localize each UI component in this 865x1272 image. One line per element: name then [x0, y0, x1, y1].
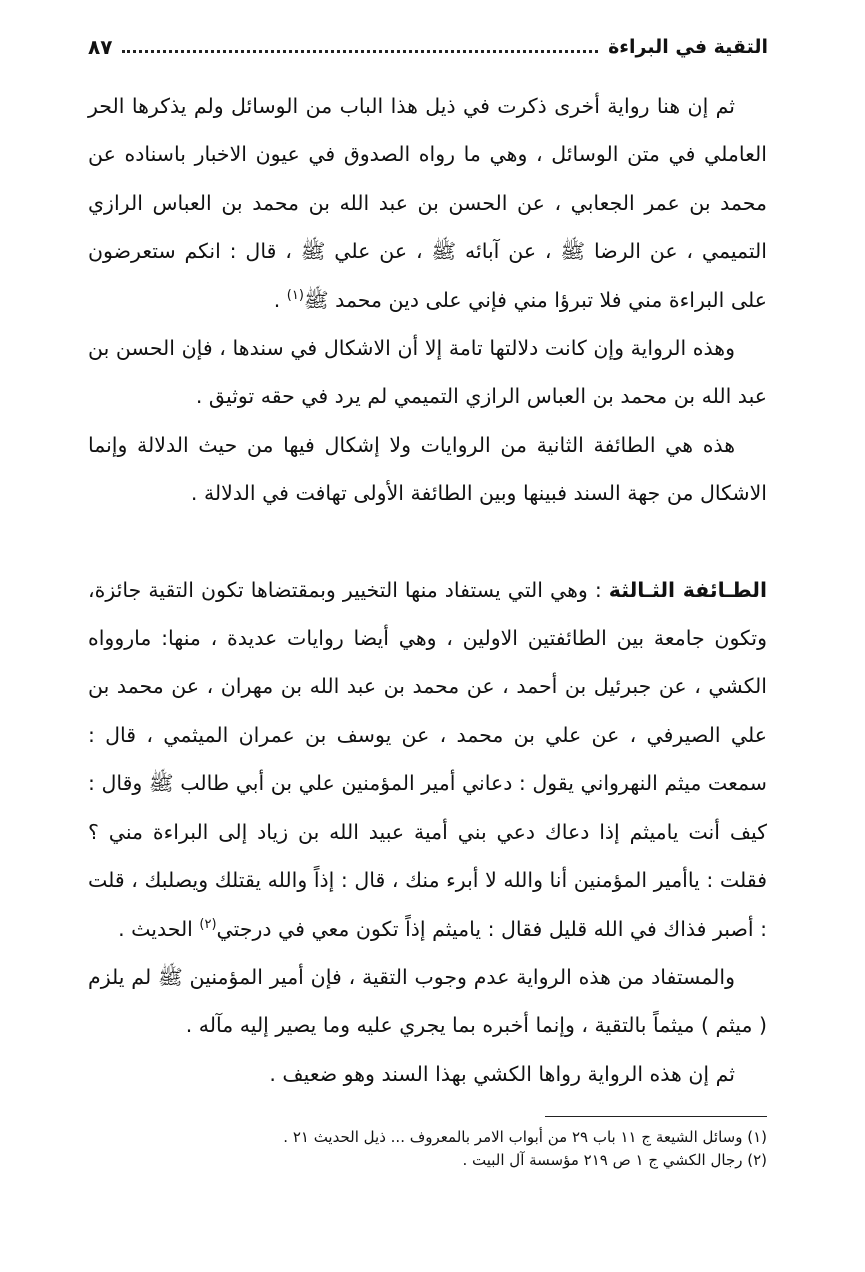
paragraph-text: ثم إن هنا رواية أخرى ذكرت في ذيل هذا الباب من الوسائل ولم يذكرها الحر العاملي في متن الوسائل ، وهي ما رواه الصدوق في عيون الاخبار باسناده عن محمد بن عمر الجعابي ، عن الحسن بن عبد الله بن محمد بن العباس الرازي التميمي ، عن الرضا ﷺ ، عن آبائه ﷺ ، عن علي ﷺ ، قال : انكم ستعرضون على البراءة مني فلا تبرؤا مني فإني على دين محمد ﷺ: [88, 94, 767, 312]
paragraph: [88, 421, 767, 518]
paragraph-tail: الحديث .: [118, 916, 200, 941]
footnote-divider: [545, 1116, 767, 1117]
page-number: ٨٧: [88, 35, 113, 59]
section-gap: [88, 518, 767, 566]
paragraph-text: هذه هي الطائفة الثانية من الروايات ولا إشكال فيها من حيث الدلالة وإنما الاشكال من جهة السند فبينها وبين الطائفة الأولى تهافت في الدلالة .: [88, 432, 767, 506]
paragraph-text: ثم إن هذه الرواية رواها الكشي بهذا السند وهو ضعيف .: [269, 1061, 735, 1086]
paragraph: [88, 1050, 767, 1098]
footnote-ref: (١): [286, 287, 304, 303]
paragraph: [88, 953, 767, 1050]
paragraph: [88, 82, 767, 324]
running-header: [88, 30, 768, 64]
header-dotted-leader: [122, 42, 598, 53]
header-title: التقية في البراءة: [608, 36, 768, 58]
section-heading: الطـائفة الثـالثة: [608, 577, 767, 602]
paragraph: [88, 566, 767, 953]
footnote: (٢) رجال الكشي ج ١ ص ٢١٩ مؤسسة آل البيت .: [462, 1151, 767, 1169]
footnotes: [88, 1126, 767, 1172]
body-text: [88, 82, 767, 1098]
paragraph-text: : وهي التي يستفاد منها التخيير وبمقتضاها تكون التقية جائزة، وتكون جامعة بين الطائفتين الاولين ، وهي أيضا روايات عديدة ، منها: ماروواه الكشي ، عن جبرئيل بن أحمد ، عن محمد بن عبد الله بن مهران ، عن محمد بن علي الصيرفي ، عن علي بن محمد ، عن يوسف بن عمران الميثمي ، قال : سمعت ميثم النهرواني يقول : دعاني أمير المؤمنين علي بن أبي طالب ﷺ وقال : كيف أنت ياميثم إذا دعاك دعي بني أمية عبيد الله بن زياد إلى البراءة مني ؟ فقلت : ياأمير المؤمنين أنا والله لا أبرء منك ، قال : إذاً والله يقتلك ويصلبك ، قلت : أصبر فذاك في الله قليل فقال : ياميثم إذاً تكون معي في درجتي: [88, 577, 767, 941]
footnote-ref: (٢): [199, 916, 217, 932]
paragraph: [88, 324, 767, 421]
paragraph-text: والمستفاد من هذه الرواية عدم وجوب التقية ، فإن أمير المؤمنين ﷺ لم يلزم ( ميثم ) ميثماً بالتقية ، وإنما أخبره بما يجري عليه وما يصير إليه مآله .: [88, 964, 767, 1038]
footnote: (١) وسائل الشيعة ج ١١ باب ٢٩ من أبواب الامر بالمعروف ... ذيل الحديث ٢١ .: [283, 1128, 767, 1146]
paragraph-tail: .: [273, 287, 287, 312]
paragraph-text: وهذه الرواية وإن كانت دلالتها تامة إلا أن الاشكال في سندها ، فإن الحسن بن عبد الله بن محمد بن العباس الرازي التميمي لم يرد في حقه توثيق .: [88, 336, 767, 409]
